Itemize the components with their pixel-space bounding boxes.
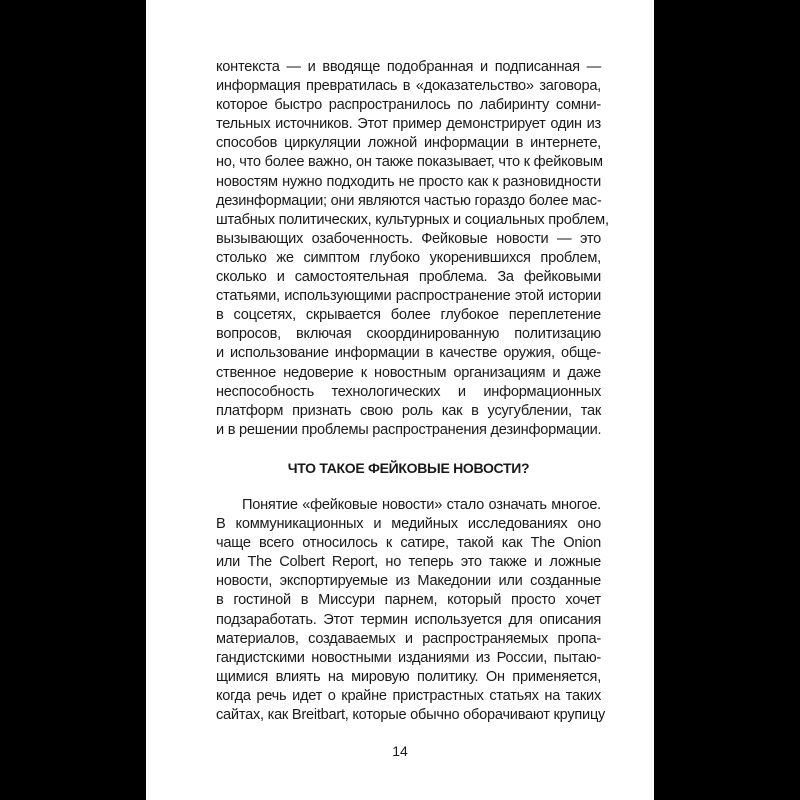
text-line: способов циркуляции ложной информации в интернете, — [216, 135, 601, 152]
book-page — [146, 0, 654, 800]
text-line: Понятие «фейковые новости» стало означать многое. — [242, 497, 601, 513]
text-line: новости, экспортируемые из Македонии или созданные — [216, 573, 601, 590]
text-line: гандистскими новостными изданиями из России, пытаю- — [216, 649, 601, 666]
text-line: столько же симптом глубоко укоренившихся проблем, — [216, 249, 601, 266]
text-line: вопросов, включая скоординированную политизацию — [216, 326, 601, 343]
text-line: ственное недоверие к новостным организациям и даже — [216, 364, 601, 381]
text-line: неспособность технологических и информационных — [216, 383, 601, 400]
text-line: в гостиной в Миссури парнем, который просто хочет — [216, 592, 601, 609]
page-number: 14 — [392, 743, 408, 759]
text-line: новостям нужно подходить не просто как к разновидности — [216, 173, 601, 190]
text-line: вызывающих озабоченность. Фейковые новости — это — [216, 230, 601, 247]
text-line: подзаработать. Этот термин используется для описания — [216, 611, 601, 628]
paragraph-1 — [216, 58, 609, 440]
text-line: платформ признать свою роль как в усугублении, так — [216, 402, 601, 419]
text-line: но, что более важно, он также показывает, что к фейковым — [216, 154, 603, 171]
text-line: которое быстро распространилось по лабиринту сомни- — [216, 97, 601, 114]
text-line: информация превратилась в «доказательство» заговора, — [216, 78, 601, 95]
text-line: контекста — и вводяще подобранная и подписанная — — [216, 59, 601, 75]
text-line: сколько и самостоятельная проблема. За фейковыми — [216, 269, 601, 286]
text-line: и использование информации в качестве оружия, обще- — [216, 345, 601, 362]
text-line: сайтах, как Breitbart, которые обычно оборачивают крупицу — [216, 707, 606, 724]
text-line: тельных источников. Этот пример демонстрирует один из — [216, 116, 601, 133]
text-line: и в решении проблемы распространения дезинформации. — [216, 421, 602, 438]
text-line: штабных политических, культурных и социальных проблем, — [216, 211, 609, 228]
text-line: дезинформации; они являются частью гораздо более мас- — [216, 192, 602, 209]
text-line: щимися влиять на мировую политику. Он применяется, — [216, 668, 601, 685]
text-line: В коммуникационных и медийных исследованиях оно — [216, 516, 601, 533]
text-line: когда речь идет о крайне пристрастных статьях на таких — [216, 687, 601, 704]
paragraph-2 — [216, 496, 606, 725]
text-line: или The Colbert Report, но теперь это также и ложные — [216, 554, 601, 571]
text-line: чаще всего относилось к сатире, такой как The Onion — [216, 535, 601, 552]
text-line: статьями, использующими распространение этой истории — [216, 288, 601, 305]
text-line: в соцсетях, скрывается более глубокое переплетение — [216, 307, 601, 324]
section-heading: ЧТО ТАКОЕ ФЕЙКОВЫЕ НОВОСТИ? — [287, 460, 530, 476]
text-line: материалов, создаваемых и распространяемых пропа- — [216, 630, 601, 647]
